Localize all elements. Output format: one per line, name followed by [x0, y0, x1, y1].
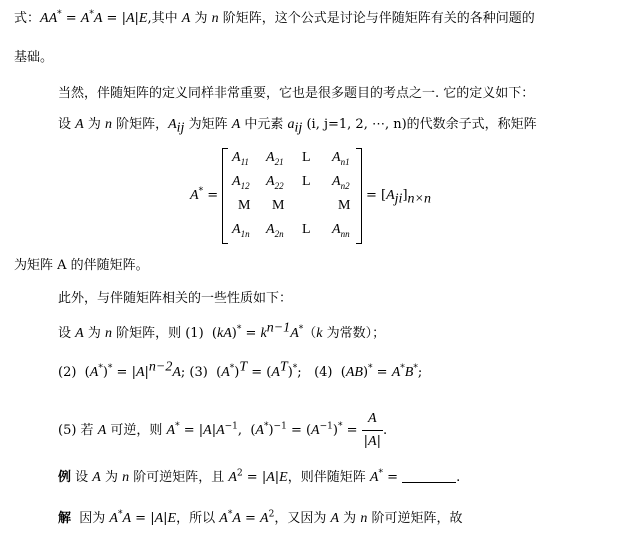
matrix-cell: M: [338, 198, 351, 213]
fraction: $\frac{A}{|A|}$: [362, 408, 383, 453]
para1-cont: 基础。: [14, 50, 54, 65]
adjugate-matrix: [222, 148, 362, 242]
matrix-cell: M: [272, 198, 285, 213]
matrix-cell: $A_{nn}$: [332, 222, 350, 239]
solution-label: 解: [58, 511, 72, 526]
para1-prefix: 式：: [14, 11, 41, 26]
prop1: 设 A 为 n 阶矩阵，则 (1) $(kA)^* = k^{n-1}A^*(k$ 为常数）；: [58, 320, 386, 341]
matrix-cell: L: [302, 222, 311, 237]
index-range: (i, j=1, 2, ⋯, n): [306, 117, 407, 132]
matrix-cell: $A_{2n}$: [266, 222, 284, 239]
prop5: (5) 若 A 可逆，则 $A^* = |A|A^{-1}$, $(A^*)^{-1} = (A^{-1})^*$ = $\frac{A}{|A|}$ .: [58, 408, 387, 453]
matrix-lhs: A* =: [190, 186, 219, 203]
matrix-cell: $A_{21}$: [266, 150, 284, 167]
para1-formula: AA* = A*A = |A|E: [40, 9, 148, 26]
matrix-cell: M: [238, 198, 251, 213]
example: 例 设 A 为 n 阶可逆矩阵，且 $A^2 = |A|E$，则伴随矩阵 A* = .: [58, 468, 461, 485]
prop2-4: (2) $(A^*)^* = |A|^{n-2}A$; (3) $(A^*)^T = (A^T)^*$; (4) (AB)* = A*B*;: [58, 359, 423, 380]
matrix-cell: $A_{12}$: [232, 174, 250, 191]
para1-line: [14, 10, 535, 28]
para4: 为矩阵 A 的伴随矩阵。: [14, 258, 149, 273]
matrix-cell: $A_{11}$: [232, 150, 249, 167]
matrix-cell: L: [302, 174, 311, 189]
answer-blank: [402, 470, 456, 483]
matrix-left-bracket: [222, 148, 228, 244]
para2: 当然，伴随矩阵的定义同样非常重要，它也是很多题目的考点之一. 它的定义如下：: [58, 86, 535, 101]
para1-suffix: ,其中 A 为 n 阶矩阵，这个公式是讨论与伴随矩阵有关的各种问题的: [147, 11, 535, 26]
matrix-rhs: = $[A_{ji}]_{n\times n}$: [366, 188, 431, 207]
para3-line: 设 A 为 n 阶矩阵，$A_{ij}$ 为矩阵 A 中元素 $a_{ij}$ (i, j=1, 2, ⋯, n)的代数余子式，称矩阵: [58, 117, 537, 136]
matrix-cell: $A_{n1}$: [332, 150, 350, 167]
matrix-cell: $A_{1n}$: [232, 222, 250, 239]
example-label: 例: [58, 470, 72, 485]
matrix-cell: L: [302, 150, 311, 165]
matrix-right-bracket: [356, 148, 362, 244]
solution: 解 因为 A*A = |A|E，所以 $A^*A = A^2$，又因为 A 为 n 阶可逆矩阵，故: [58, 509, 463, 526]
para5: 此外，与伴随矩阵相关的一些性质如下：: [58, 291, 293, 306]
matrix-cell: $A_{22}$: [266, 174, 284, 191]
matrix-cell: $A_{n2}$: [332, 174, 350, 191]
para3-tail: 的代数余子式，称矩阵: [406, 117, 537, 132]
